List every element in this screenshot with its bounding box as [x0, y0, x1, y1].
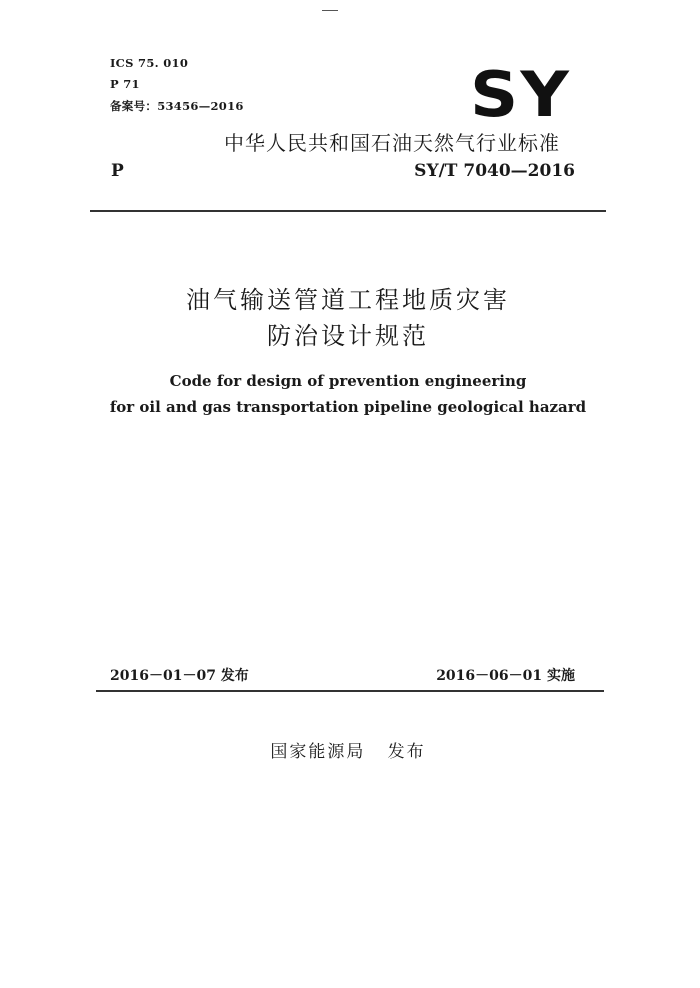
ccs-code: P 71 — [110, 77, 140, 91]
english-title-line: for oil and gas transportation pipeline geological hazard — [109, 398, 587, 416]
sy-logo: SY — [470, 58, 572, 131]
header-divider — [90, 210, 606, 212]
classification-letter: P — [111, 161, 124, 181]
english-title — [90, 368, 606, 420]
standard-category: 中华人民共和国石油天然气行业标准 — [224, 131, 560, 155]
chinese-title — [90, 282, 606, 354]
issue-date: 2016－01－07 发布 — [110, 668, 249, 684]
english-title-line: Code for design of prevention engineering — [169, 372, 527, 390]
standard-number: SY/T 7040—2016 — [414, 161, 575, 181]
top-edge-mark — [322, 10, 338, 11]
chinese-title-line: 防治设计规范 — [267, 322, 429, 350]
implementation-date: 2016－06－01 实施 — [436, 668, 575, 684]
issuing-authority: 国家能源局 发布 — [270, 742, 426, 762]
footer-divider — [96, 690, 604, 692]
chinese-title-line: 油气输送管道工程地质灾害 — [186, 286, 510, 314]
filing-number: 备案号：53456—2016 — [110, 99, 244, 113]
ics-code: ICS 75. 010 — [110, 56, 189, 70]
